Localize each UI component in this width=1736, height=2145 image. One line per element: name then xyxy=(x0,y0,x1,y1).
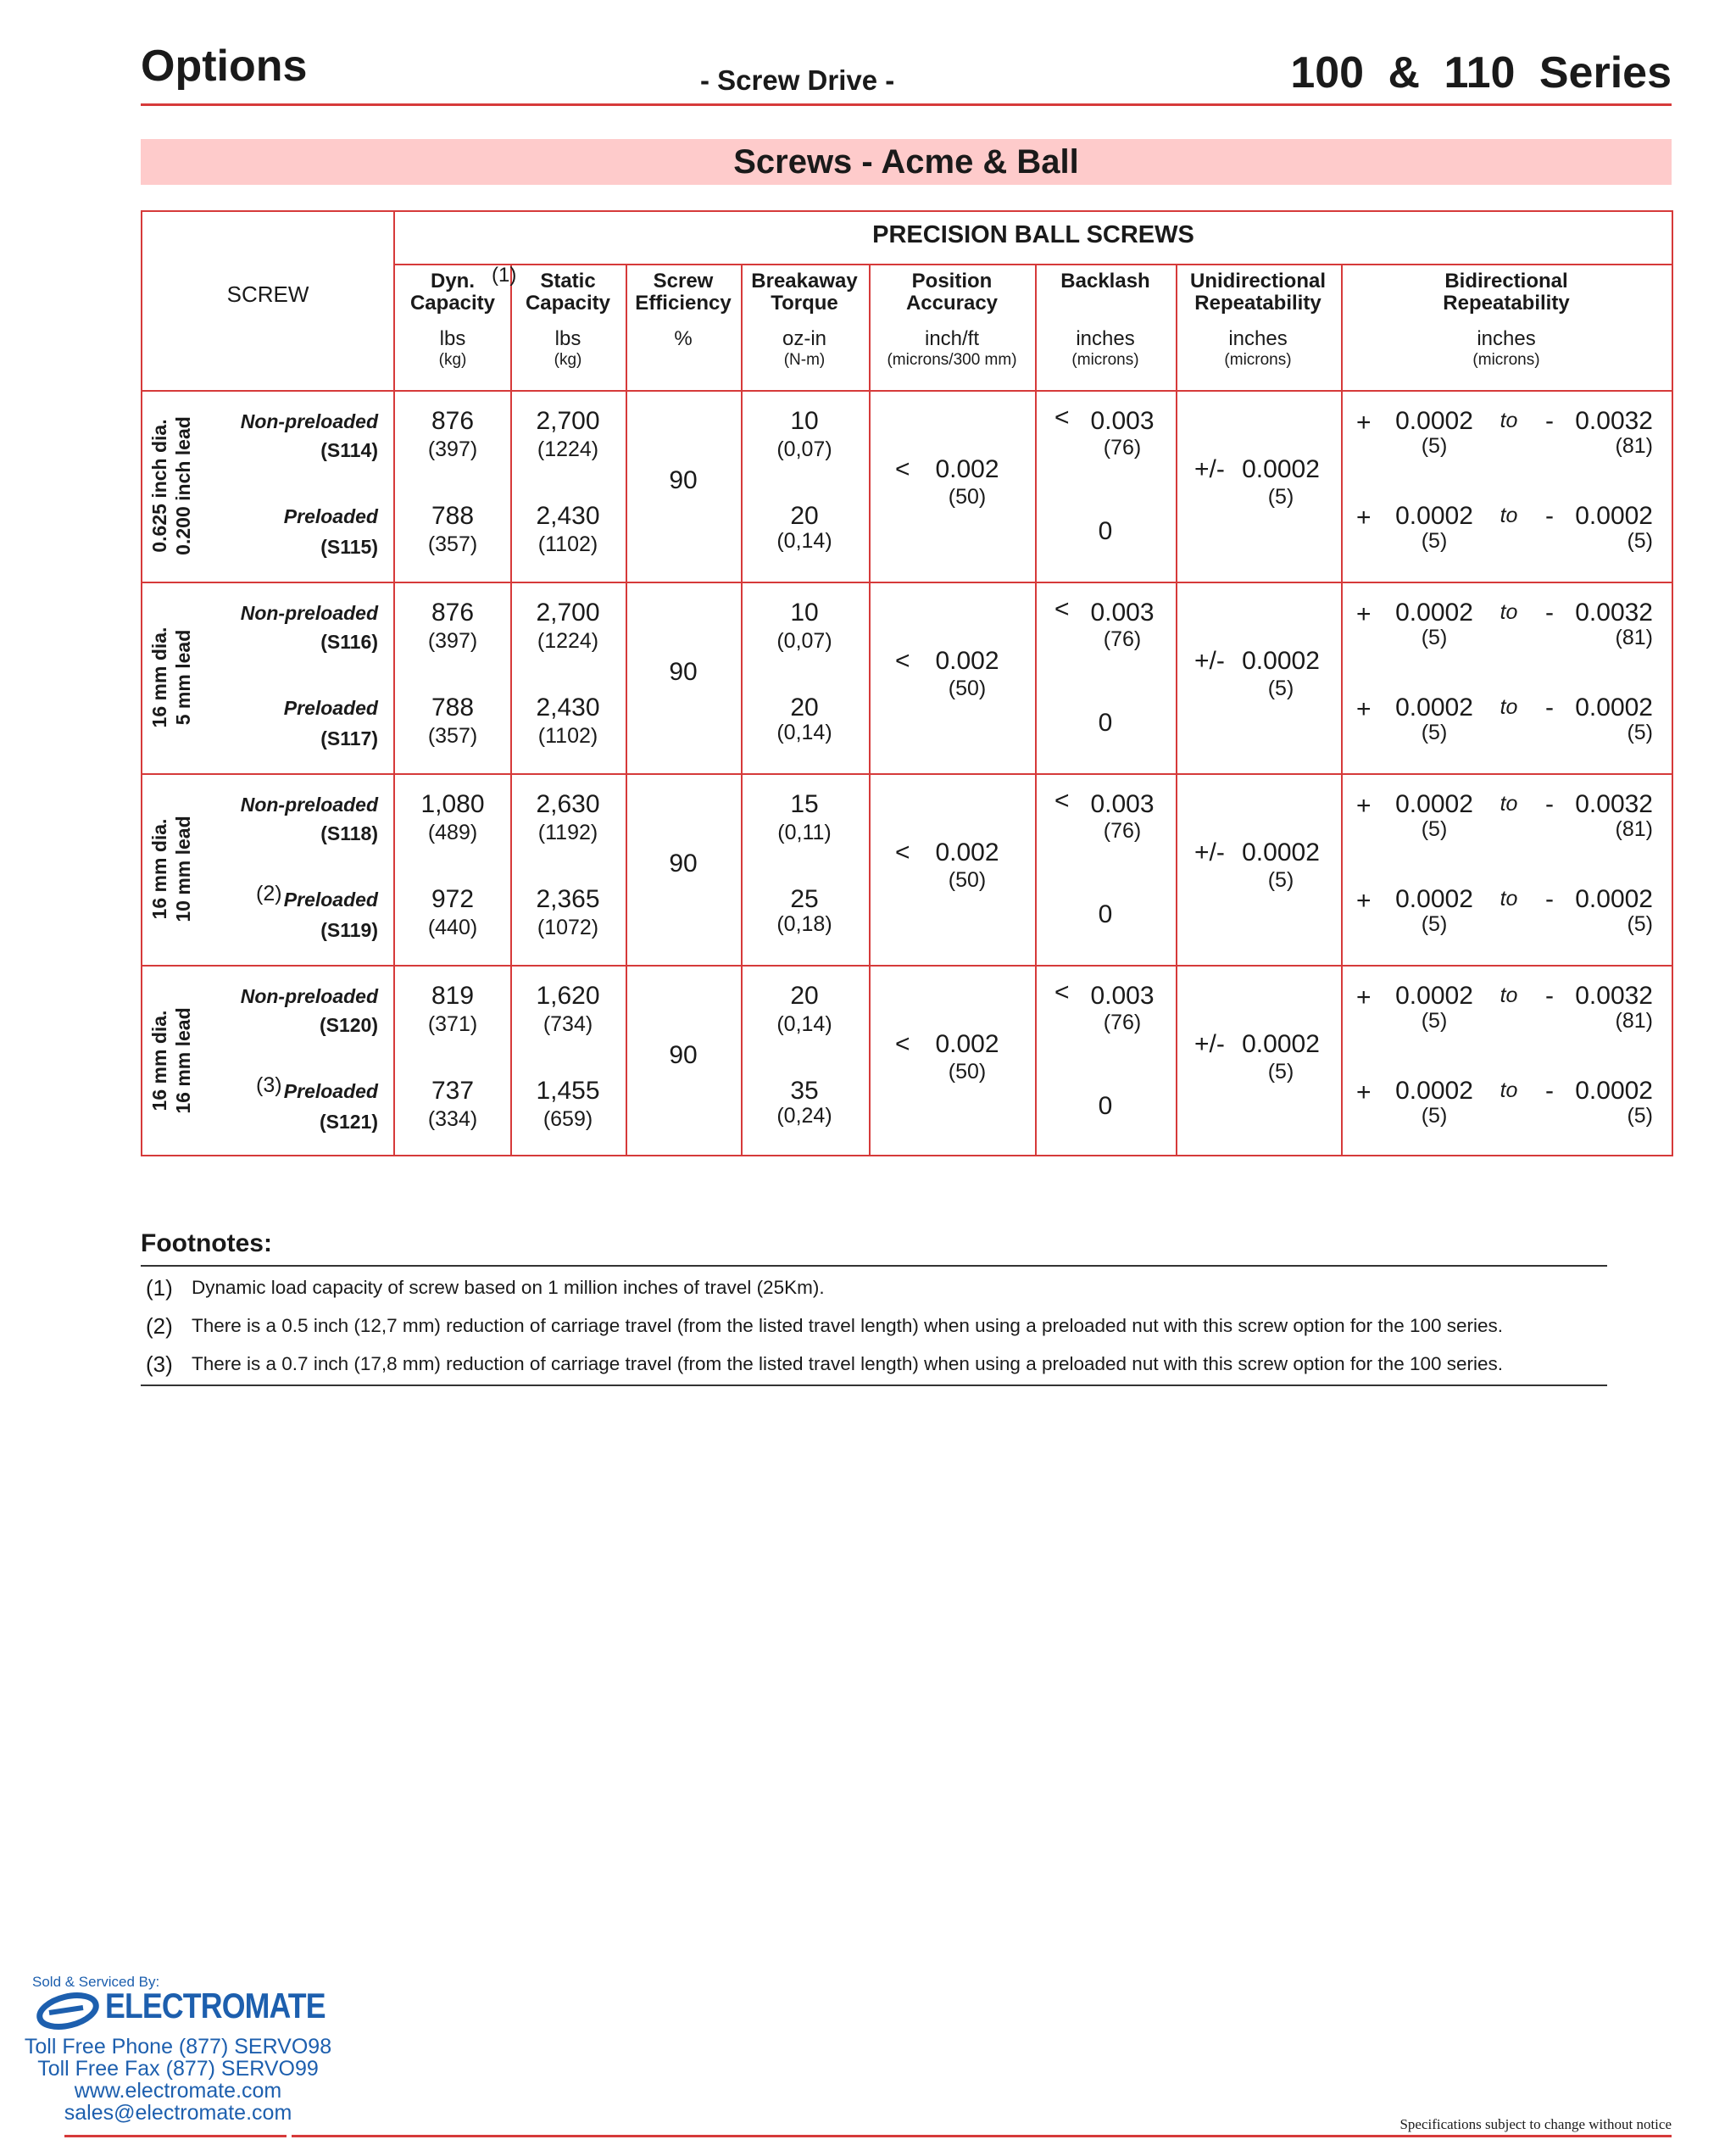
minus-sign: - xyxy=(1545,502,1554,530)
static-capacity-value: 2,430 xyxy=(536,502,600,530)
breakaway-torque-header: Breakaway xyxy=(751,270,858,292)
non-preloaded-code: (S120) xyxy=(319,1014,378,1036)
static-capacity-kg: (1224) xyxy=(537,629,599,653)
non-preloaded-code: (S118) xyxy=(320,822,378,844)
footnotes-rule-bottom xyxy=(141,1384,1607,1386)
less-than-symbol: < xyxy=(1054,595,1070,623)
unidirectional-microns: (5) xyxy=(1267,868,1294,892)
footer-rule-left xyxy=(64,2135,287,2137)
static-capacity-value: 2,365 xyxy=(536,885,600,913)
dyn-capacity-unit-metric: (kg) xyxy=(438,351,467,369)
position-accuracy-microns: (50) xyxy=(948,485,987,509)
to-label: to xyxy=(1500,983,1518,1007)
position-accuracy-value: 0.002 xyxy=(935,1030,999,1058)
unidirectional-microns: (5) xyxy=(1267,1060,1294,1084)
screw-lead: 10 mm lead xyxy=(172,816,194,922)
backlash-value: 0 xyxy=(1098,517,1113,545)
disclaimer-note: Specifications subject to change without notice xyxy=(1399,2116,1672,2132)
col-rule-eff xyxy=(741,264,743,1156)
screw-size-label xyxy=(147,416,195,555)
plus-minus-symbol: +/- xyxy=(1194,838,1225,866)
breakaway-torque-value: 10 xyxy=(790,599,819,627)
dyn-capacity-header: Dyn. xyxy=(430,270,476,292)
table-border-bottom xyxy=(141,1155,1673,1156)
bidirectional-minus-microns: (5) xyxy=(1627,529,1653,553)
static-capacity-kg: (659) xyxy=(542,1107,593,1131)
plus-sign: + xyxy=(1356,600,1372,628)
preloaded-label: Preloaded xyxy=(283,505,378,527)
non-preloaded-label: Non-preloaded xyxy=(240,985,378,1007)
bidirectional-plus-value: 0.0002 xyxy=(1395,407,1473,435)
minus-sign: - xyxy=(1545,599,1554,627)
position-accuracy-unit-metric: (microns/300 mm) xyxy=(887,351,1017,369)
col-rule-screw xyxy=(393,210,395,1156)
position-accuracy-unit: inch/ft xyxy=(924,327,980,350)
screw-size-label xyxy=(147,627,195,728)
footnote-text: Dynamic load capacity of screw based on 1 million inches of travel (25Km). xyxy=(192,1277,825,1298)
bidirectional-plus-value: 0.0002 xyxy=(1395,790,1473,818)
col-rule-static xyxy=(626,264,627,1156)
page-title: Options xyxy=(141,42,308,91)
static-capacity-value: 1,620 xyxy=(536,982,600,1010)
breakaway-torque-unit: oz-in xyxy=(782,327,827,350)
group-rule-1 xyxy=(141,582,1673,583)
screw-efficiency-header: Efficiency xyxy=(635,292,732,315)
bidirectional-repeatability-header: Bidirectional xyxy=(1444,270,1568,292)
breakaway-torque-unit-metric: (N-m) xyxy=(783,351,826,369)
static-capacity-header: Static xyxy=(540,270,596,292)
breakaway-torque-nm: (0,11) xyxy=(777,821,832,844)
less-than-symbol: < xyxy=(1054,787,1070,815)
breakaway-torque-nm: (0,14) xyxy=(776,721,832,744)
preloaded-code: (S119) xyxy=(320,919,378,941)
section-banner: Screws - Acme & Ball xyxy=(141,139,1672,185)
position-accuracy-value: 0.002 xyxy=(935,455,999,483)
screw-efficiency-unit: % xyxy=(674,327,693,350)
dyn-capacity-value: 1,080 xyxy=(420,790,485,818)
static-capacity-value: 2,700 xyxy=(536,407,600,435)
dyn-capacity-value: 876 xyxy=(431,599,475,627)
bidirectional-plus-microns: (5) xyxy=(1421,626,1448,649)
preloaded-label: Preloaded xyxy=(283,889,378,911)
static-capacity-kg: (734) xyxy=(542,1012,593,1036)
minus-sign: - xyxy=(1545,885,1554,913)
footnotes-rule-top xyxy=(141,1265,1607,1267)
footnotes-title: Footnotes: xyxy=(141,1229,272,1257)
bidirectional-repeatability-header: Repeatability xyxy=(1443,292,1570,315)
dyn-capacity-kg: (371) xyxy=(427,1012,478,1036)
bidirectional-plus-value: 0.0002 xyxy=(1395,982,1473,1010)
bidirectional-plus-value: 0.0002 xyxy=(1395,502,1473,530)
position-accuracy-value: 0.002 xyxy=(935,647,999,675)
group-rule-3 xyxy=(141,965,1673,967)
screw-size-label xyxy=(147,1007,195,1113)
less-than-symbol: < xyxy=(1054,404,1070,432)
static-capacity-kg: (1072) xyxy=(537,916,599,939)
breakaway-torque-value: 20 xyxy=(790,694,819,722)
breakaway-torque-value: 15 xyxy=(790,790,819,818)
backlash-value: 0.003 xyxy=(1090,982,1155,1010)
backlash-value: 0 xyxy=(1098,709,1113,737)
col-rule-dyn xyxy=(510,264,512,1156)
row-header-screw: SCREW xyxy=(226,281,309,307)
website-link[interactable]: www.electromate.com xyxy=(74,2079,282,2103)
backlash-microns: (76) xyxy=(1103,436,1142,460)
footnote-ref: (2) xyxy=(256,882,282,905)
position-accuracy-header: Accuracy xyxy=(905,292,999,315)
bidirectional-repeatability-unit-metric: (microns) xyxy=(1472,351,1540,369)
minus-sign: - xyxy=(1545,1077,1554,1105)
breakaway-torque-value: 20 xyxy=(790,502,819,530)
bidirectional-minus-value: 0.0002 xyxy=(1575,502,1653,530)
bidirectional-plus-value: 0.0002 xyxy=(1395,1077,1473,1105)
dyn-capacity-value: 737 xyxy=(431,1077,475,1105)
breakaway-torque-value: 20 xyxy=(790,982,819,1010)
less-than-symbol: < xyxy=(1054,978,1070,1006)
breakaway-torque-nm: (0,07) xyxy=(776,629,832,653)
static-capacity-value: 2,430 xyxy=(536,694,600,722)
unidirectional-value: 0.0002 xyxy=(1242,455,1320,483)
dyn-capacity-kg: (334) xyxy=(427,1107,478,1131)
dyn-capacity-value: 972 xyxy=(431,885,475,913)
bidirectional-minus-microns: (81) xyxy=(1615,1009,1653,1033)
plus-minus-symbol: +/- xyxy=(1194,1030,1225,1058)
minus-sign: - xyxy=(1545,982,1554,1010)
static-capacity-value: 2,700 xyxy=(536,599,600,627)
backlash-microns: (76) xyxy=(1103,819,1142,843)
breakaway-torque-nm: (0,18) xyxy=(776,912,832,936)
non-preloaded-code: (S116) xyxy=(320,631,378,653)
plus-minus-symbol: +/- xyxy=(1194,455,1225,483)
plus-sign: + xyxy=(1356,504,1372,532)
backlash-value: 0.003 xyxy=(1090,599,1155,627)
sold-by-label: Sold & Serviced By: xyxy=(32,1974,160,1990)
table-border-right xyxy=(1672,210,1673,1156)
position-accuracy-microns: (50) xyxy=(948,868,987,892)
screw-efficiency-header: Screw xyxy=(653,270,714,292)
backlash-microns: (76) xyxy=(1103,627,1142,651)
footnote-text: There is a 0.5 inch (12,7 mm) reduction of carriage travel (from the listed travel length) when using a preloaded nut with this screw option for the 100 series. xyxy=(192,1315,1504,1336)
dyn-capacity-kg: (397) xyxy=(427,629,478,653)
plus-sign: + xyxy=(1356,887,1372,915)
backlash-header: Backlash xyxy=(1060,270,1150,292)
backlash-value: 0 xyxy=(1098,1092,1113,1120)
footnote-text: There is a 0.7 inch (17,8 mm) reduction of carriage travel (from the listed travel length) when using a preloaded nut with this screw option for the 100 series. xyxy=(192,1353,1504,1374)
dyn-capacity-kg: (397) xyxy=(427,437,478,461)
breakaway-torque-nm: (0,14) xyxy=(776,1012,832,1036)
group-rule-2 xyxy=(141,773,1673,775)
less-than-symbol: < xyxy=(895,838,910,866)
unidirectional-repeatability-header: Unidirectional xyxy=(1189,270,1327,292)
non-preloaded-code: (S114) xyxy=(320,439,378,461)
static-capacity-kg: (1224) xyxy=(537,437,599,461)
dyn-capacity-value: 876 xyxy=(431,407,475,435)
bidirectional-minus-microns: (81) xyxy=(1615,434,1653,458)
unidirectional-repeatability-header: Repeatability xyxy=(1194,292,1321,315)
breakaway-torque-nm: (0,07) xyxy=(776,437,832,461)
col-rule-pos xyxy=(1035,264,1037,1156)
non-preloaded-label: Non-preloaded xyxy=(240,794,378,816)
plus-sign: + xyxy=(1356,983,1372,1011)
plus-sign: + xyxy=(1356,409,1372,437)
screw-efficiency-value: 90 xyxy=(669,850,698,878)
plus-sign: + xyxy=(1356,792,1372,820)
header-rule xyxy=(141,103,1672,106)
plus-minus-symbol: +/- xyxy=(1194,647,1225,675)
bidirectional-plus-value: 0.0002 xyxy=(1395,885,1473,913)
col-rule-uni xyxy=(1341,264,1343,1156)
less-than-symbol: < xyxy=(895,1030,910,1058)
page-subtitle: - Screw Drive - xyxy=(700,64,895,96)
backlash-value: 0.003 xyxy=(1090,790,1155,818)
to-label: to xyxy=(1500,695,1518,719)
dyn-capacity-kg: (489) xyxy=(427,821,478,844)
brand-name: ELECTROMATE xyxy=(105,1986,326,2025)
bidirectional-minus-microns: (81) xyxy=(1615,626,1653,649)
col-rule-backlash xyxy=(1176,264,1177,1156)
screw-size-label xyxy=(147,816,195,922)
minus-sign: - xyxy=(1545,694,1554,722)
backlash-value: 0.003 xyxy=(1090,407,1155,435)
static-capacity-value: 1,455 xyxy=(536,1077,600,1105)
minus-sign: - xyxy=(1545,790,1554,818)
footnote-ref: (1) xyxy=(492,264,517,287)
backlash-value: 0 xyxy=(1098,900,1113,928)
bidirectional-plus-microns: (5) xyxy=(1421,721,1448,744)
breakaway-torque-value: 25 xyxy=(790,885,819,913)
bidirectional-minus-value: 0.0002 xyxy=(1575,694,1653,722)
bidirectional-minus-value: 0.0002 xyxy=(1575,885,1653,913)
bidirectional-plus-microns: (5) xyxy=(1421,434,1448,458)
email-link[interactable]: sales@electromate.com xyxy=(64,2101,292,2125)
position-accuracy-microns: (50) xyxy=(948,1060,987,1084)
to-label: to xyxy=(1500,600,1518,624)
static-capacity-value: 2,630 xyxy=(536,790,600,818)
group-title: PRECISION BALL SCREWS xyxy=(872,221,1194,248)
preloaded-code: (S121) xyxy=(319,1111,378,1133)
static-capacity-header: Capacity xyxy=(525,292,611,315)
bidirectional-plus-microns: (5) xyxy=(1421,1104,1448,1128)
static-capacity-unit: lbs xyxy=(554,327,581,350)
non-preloaded-label: Non-preloaded xyxy=(240,410,378,432)
table-border-top xyxy=(141,210,1673,212)
breakaway-torque-value: 35 xyxy=(790,1077,819,1105)
bidirectional-minus-value: 0.0032 xyxy=(1575,599,1653,627)
unidirectional-value: 0.0002 xyxy=(1242,838,1320,866)
screw-lead: 0.200 inch lead xyxy=(172,416,194,555)
dyn-capacity-value: 788 xyxy=(431,694,475,722)
table-border-left xyxy=(141,210,142,1156)
screw-efficiency-value: 90 xyxy=(669,466,698,494)
position-accuracy-microns: (50) xyxy=(948,677,987,700)
unidirectional-microns: (5) xyxy=(1267,677,1294,700)
bidirectional-plus-microns: (5) xyxy=(1421,1009,1448,1033)
screw-diameter: 0.625 inch dia. xyxy=(148,419,170,553)
phone-number: Toll Free Phone (877) SERVO98 xyxy=(24,2035,332,2059)
screw-diameter: 16 mm dia. xyxy=(148,818,170,920)
unidirectional-microns: (5) xyxy=(1267,485,1294,509)
group-title-rule xyxy=(395,264,1673,265)
backlash-unit-metric: (microns) xyxy=(1071,351,1139,369)
breakaway-torque-nm: (0,14) xyxy=(776,529,832,553)
static-capacity-kg: (1102) xyxy=(537,724,598,748)
bidirectional-minus-value: 0.0002 xyxy=(1575,1077,1653,1105)
unidirectional-value: 0.0002 xyxy=(1242,1030,1320,1058)
fax-number: Toll Free Fax (877) SERVO99 xyxy=(37,2057,319,2081)
footer-rule-right xyxy=(292,2135,1672,2137)
unidirectional-repeatability-unit-metric: (microns) xyxy=(1224,351,1292,369)
header-bottom-rule xyxy=(141,390,1673,392)
bidirectional-plus-microns: (5) xyxy=(1421,912,1448,936)
bidirectional-minus-microns: (5) xyxy=(1627,912,1653,936)
to-label: to xyxy=(1500,409,1518,432)
unidirectional-value: 0.0002 xyxy=(1242,647,1320,675)
footnote-number: (2) xyxy=(146,1313,173,1339)
footnote-number: (3) xyxy=(146,1351,173,1377)
preloaded-label: Preloaded xyxy=(283,1080,378,1102)
breakaway-torque-value: 10 xyxy=(790,407,819,435)
less-than-symbol: < xyxy=(895,647,910,675)
screw-lead: 5 mm lead xyxy=(172,629,194,726)
to-label: to xyxy=(1500,887,1518,911)
dyn-capacity-kg: (357) xyxy=(427,724,478,748)
backlash-unit: inches xyxy=(1076,327,1135,350)
bidirectional-plus-microns: (5) xyxy=(1421,529,1448,553)
dyn-capacity-value: 788 xyxy=(431,502,475,530)
bidirectional-plus-value: 0.0002 xyxy=(1395,599,1473,627)
bidirectional-plus-microns: (5) xyxy=(1421,817,1448,841)
static-capacity-kg: (1102) xyxy=(537,532,598,556)
bidirectional-minus-microns: (5) xyxy=(1627,1104,1653,1128)
position-accuracy-header: Position xyxy=(911,270,993,292)
to-label: to xyxy=(1500,792,1518,816)
unidirectional-repeatability-unit: inches xyxy=(1228,327,1288,350)
bidirectional-repeatability-unit: inches xyxy=(1477,327,1536,350)
dyn-capacity-header: Capacity xyxy=(409,292,496,315)
position-accuracy-value: 0.002 xyxy=(935,838,999,866)
bidirectional-plus-value: 0.0002 xyxy=(1395,694,1473,722)
non-preloaded-label: Non-preloaded xyxy=(240,602,378,624)
plus-sign: + xyxy=(1356,1078,1372,1106)
screw-efficiency-value: 90 xyxy=(669,658,698,686)
bidirectional-minus-microns: (5) xyxy=(1627,721,1653,744)
minus-sign: - xyxy=(1545,407,1554,435)
static-capacity-unit-metric: (kg) xyxy=(554,351,582,369)
col-rule-torque xyxy=(869,264,871,1156)
dyn-capacity-kg: (440) xyxy=(427,916,478,939)
to-label: to xyxy=(1500,1078,1518,1102)
static-capacity-kg: (1192) xyxy=(537,821,598,844)
preloaded-label: Preloaded xyxy=(283,697,378,719)
footnote-number: (1) xyxy=(146,1275,173,1301)
bidirectional-minus-value: 0.0032 xyxy=(1575,407,1653,435)
dyn-capacity-kg: (357) xyxy=(427,532,478,556)
screw-diameter: 16 mm dia. xyxy=(148,1010,170,1112)
screw-efficiency-value: 90 xyxy=(669,1041,698,1069)
bidirectional-minus-value: 0.0032 xyxy=(1575,982,1653,1010)
plus-sign: + xyxy=(1356,695,1372,723)
backlash-microns: (76) xyxy=(1103,1011,1142,1034)
dyn-capacity-value: 819 xyxy=(431,982,475,1010)
breakaway-torque-nm: (0,24) xyxy=(776,1104,832,1128)
bidirectional-minus-microns: (81) xyxy=(1615,817,1653,841)
screw-diameter: 16 mm dia. xyxy=(148,627,170,728)
ball-screw-table xyxy=(141,210,1673,1156)
to-label: to xyxy=(1500,504,1518,527)
preloaded-code: (S115) xyxy=(320,536,378,558)
preloaded-code: (S117) xyxy=(320,727,378,749)
series-title: 100 & 110 Series xyxy=(1290,48,1672,98)
footnote-ref: (3) xyxy=(256,1073,282,1097)
screw-lead: 16 mm lead xyxy=(172,1007,194,1114)
breakaway-torque-header: Torque xyxy=(771,292,838,315)
dyn-capacity-unit: lbs xyxy=(439,327,466,350)
bidirectional-minus-value: 0.0032 xyxy=(1575,790,1653,818)
less-than-symbol: < xyxy=(895,455,910,483)
